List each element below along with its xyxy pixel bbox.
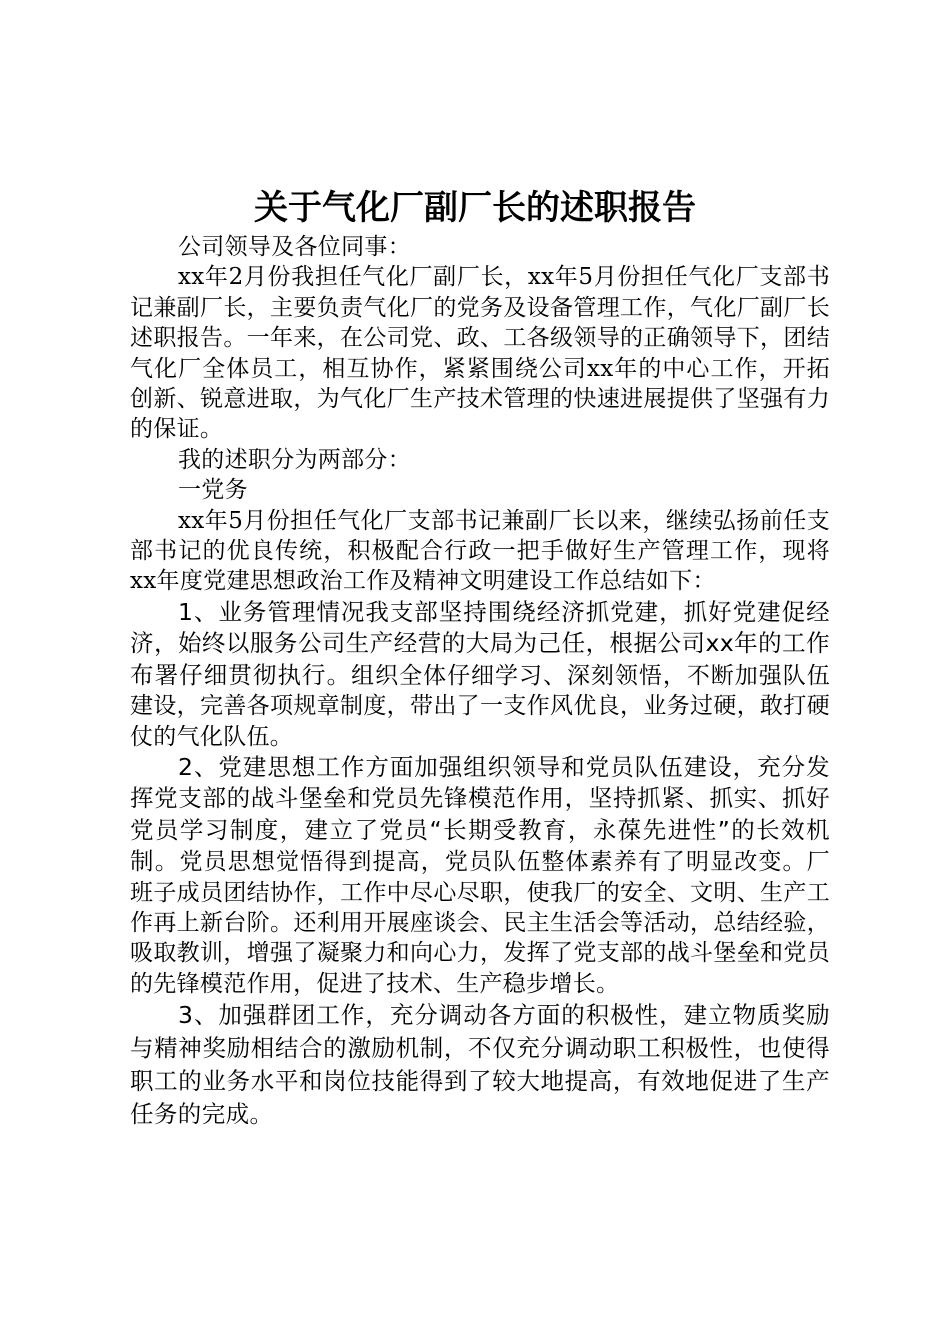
parts-intro: 我的述职分为两部分：: [178, 446, 411, 473]
salutation: 公司领导及各位同事：: [178, 234, 411, 260]
document-title: 关于气化厂副厂长的述职报告: [254, 188, 696, 228]
item-1-lead: 1、业务管理情况我支部坚持围绕经济抓党建，抓好党建促经济，始终以服务公司生产经营的大局为己任，根据公司xx年的工作布署仔细贯彻执行。: [130, 597, 830, 689]
intro-paragraph: xx年2月份我担任气化厂副厂长，xx年5月份担任气化厂支部书记兼副厂长，主要负责气化厂的党务及设备管理工作，气化厂副厂长述职报告。一年来，在公司党、政、工各级领导的正确领导下，团结气化厂全体员工，相互协作，紧紧围绕公司xx年的中心工作，开拓创新、锐意进取，为气化厂生产技术管理的快速进展提供了坚强有力的保证。: [130, 264, 830, 443]
section-heading: 一党务: [178, 477, 248, 504]
item-2-rest: 党员思想觉悟得到提高，党员队伍整体素养有了明显改变。厂班子成员团结协作，工作中尽心尽职，使我厂的安全、文明、生产工作再上新台阶。还利用开展座谈会、民主生活会等活动，总结经验，吸取教训，增强了凝聚力和向心力，发挥了党支部的战斗堡垒和党员的先锋模范作用，促进了技术、生产稳步增长。: [130, 849, 830, 997]
item-2-paragraph: [130, 752, 830, 999]
item-2-lead: 2、党建思想工作方面加强组织领导和党员队伍建设，充分发挥党支部的战斗堡垒和党员先锋模范作用，坚持抓紧、抓实、抓好党员学习制度，建立了党员“长期受教育，永葆先进性”的长效机制。: [130, 752, 830, 876]
item-1-rest: 组织全体仔细学习、深刻领悟，不断加强队伍建设，完善各项规章制度，带出了一支作风优良，业务过硬，敢打硬仗的气化队伍。: [130, 662, 830, 750]
item-3-paragraph: 3、加强群团工作，充分调动各方面的积极性，建立物质奖励与精神奖励相结合的激励机制，不仅充分调动职工积极性，也使得职工的业务水平和岗位技能得到了较大地提高，有效地促进了生产任务的完成。: [130, 1001, 830, 1129]
section-intro-paragraph: xx年5月份担任气化厂支部书记兼副厂长以来，继续弘扬前任支部书记的优良传统，积极配合行政一把手做好生产管理工作，现将xx年度党建思想政治工作及精神文明建设工作总结如下：: [130, 507, 830, 595]
item-1-paragraph: [130, 597, 830, 752]
document-body: [130, 232, 830, 1131]
